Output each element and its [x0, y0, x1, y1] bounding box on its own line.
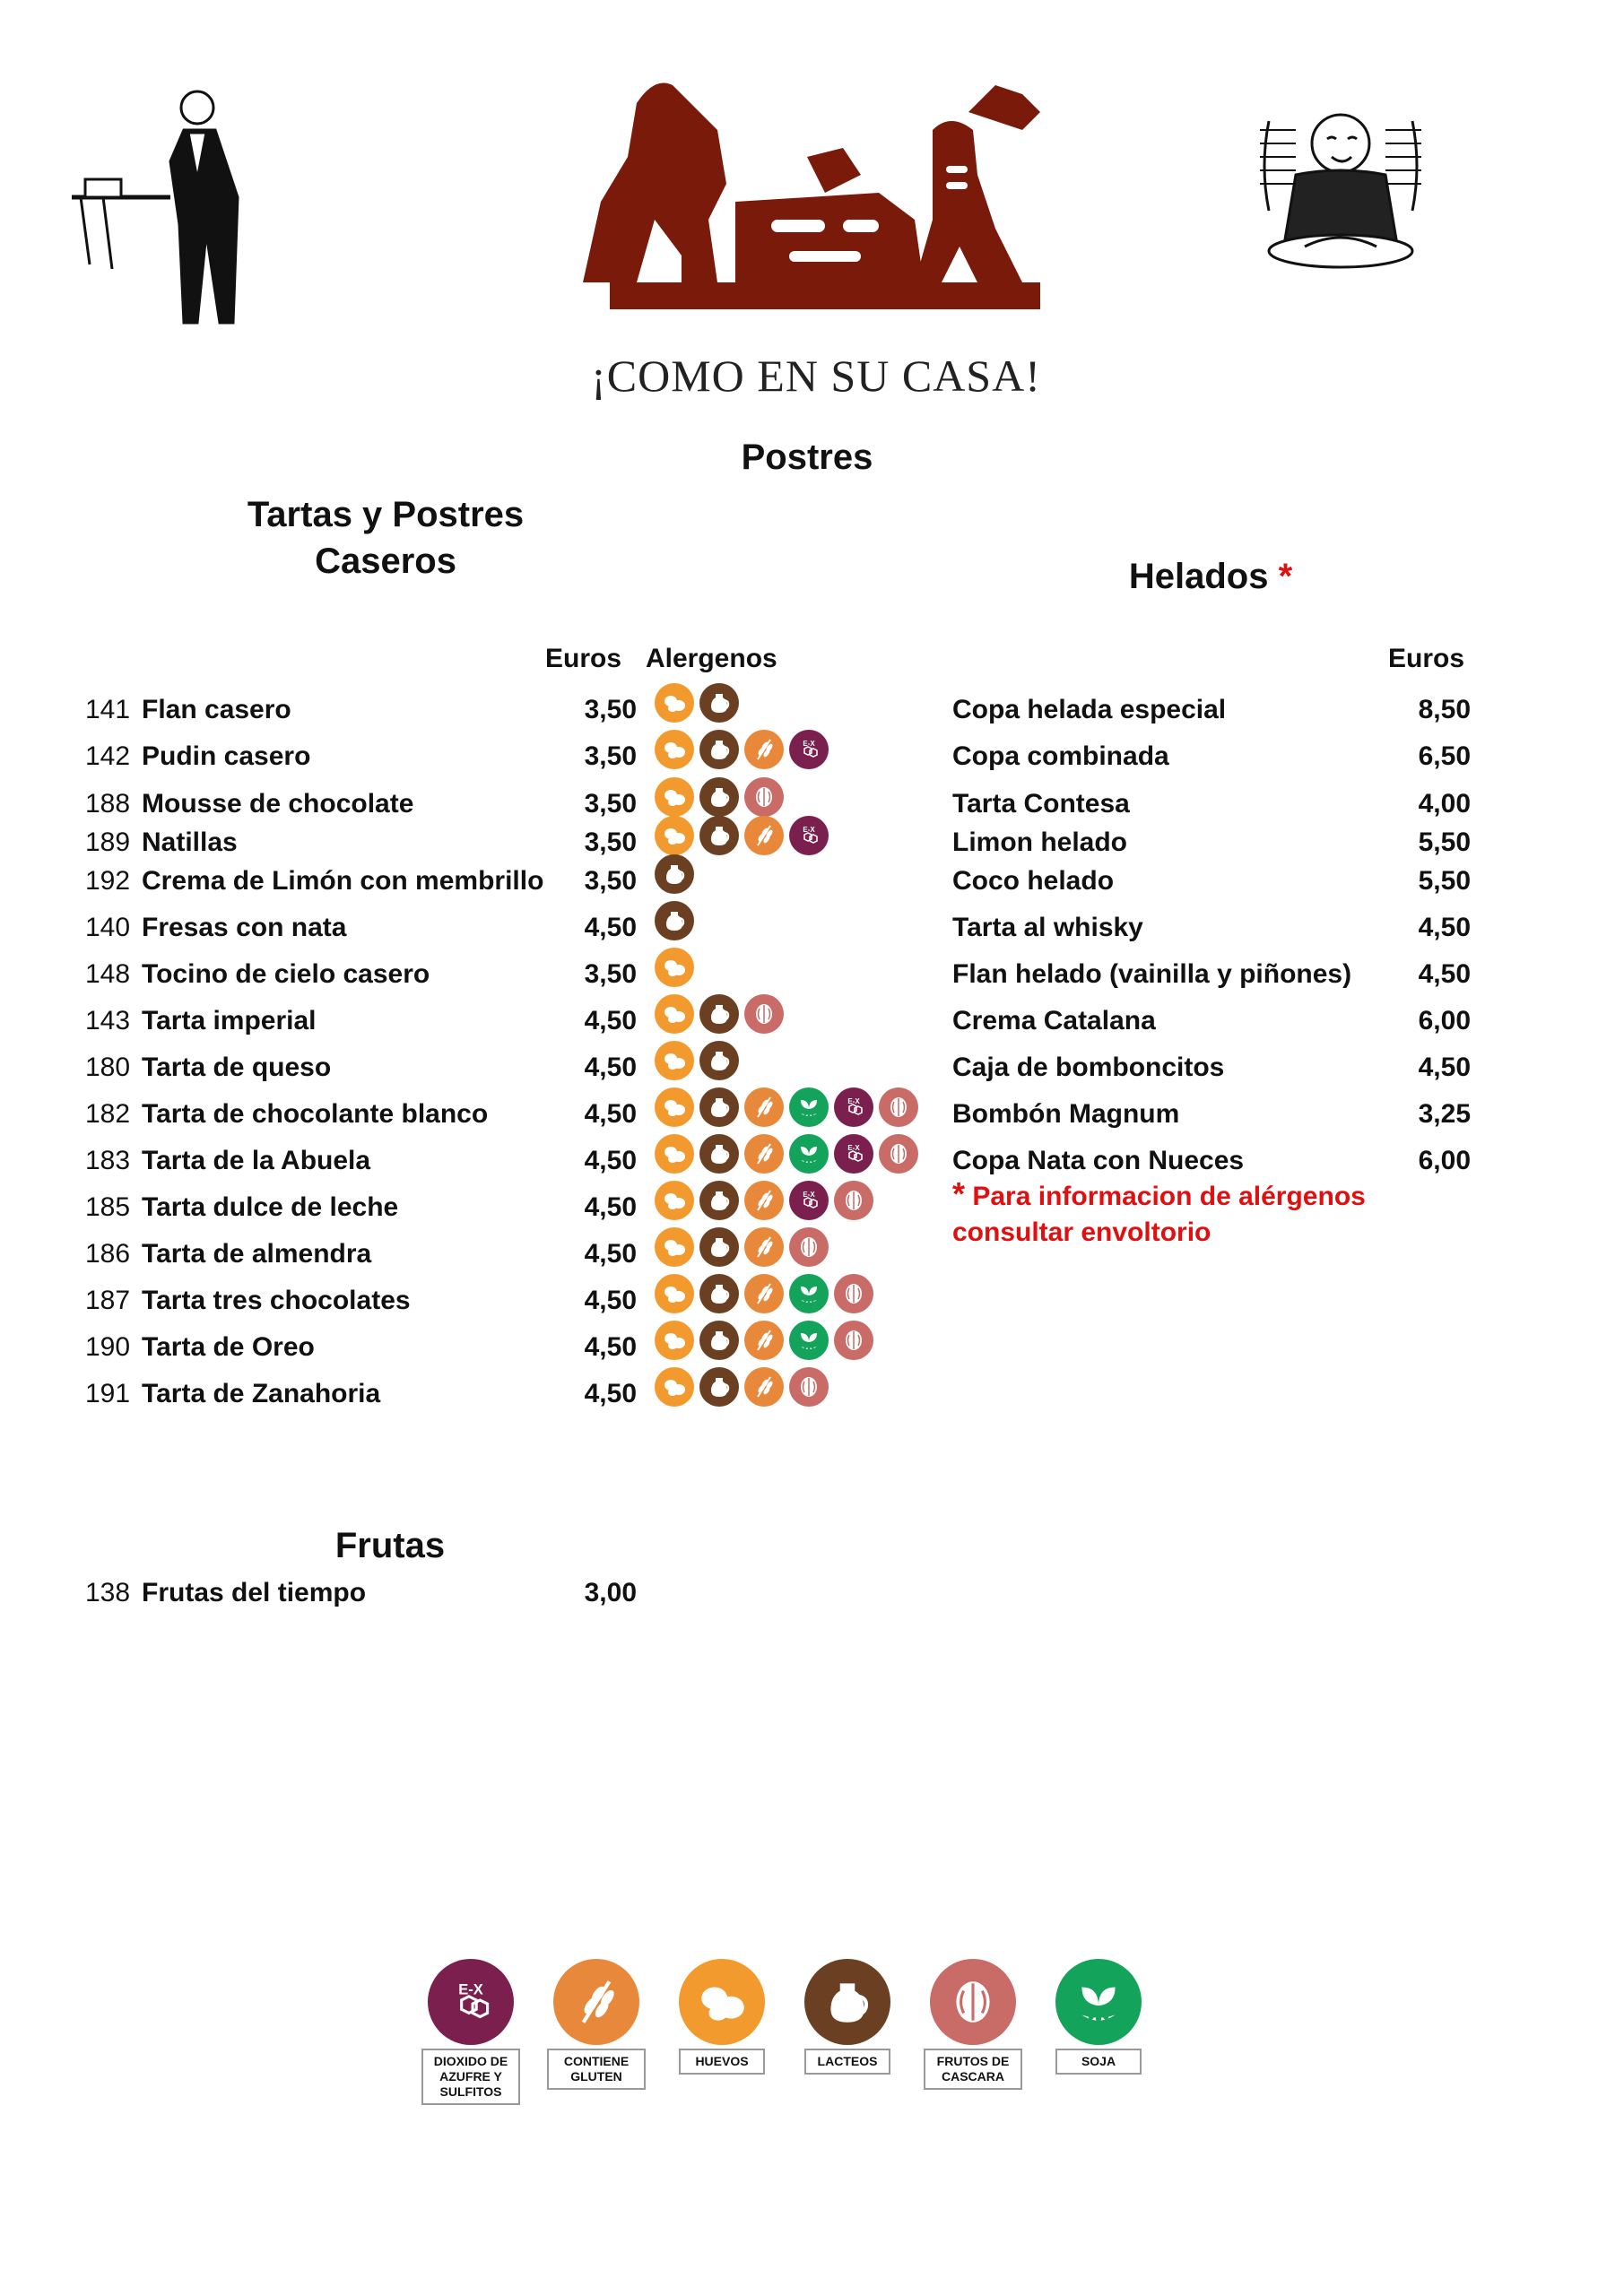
legend-item	[798, 1959, 897, 2105]
allergen-legend	[421, 1959, 1148, 2105]
legend-label: SOJA	[1055, 2049, 1142, 2075]
walnut-icon	[879, 1087, 918, 1127]
svg-text:E-X: E-X	[847, 1097, 860, 1105]
item-name: Copa Nata con Nueces	[952, 1146, 1245, 1175]
eggs-icon	[655, 777, 694, 817]
item-price: 4,50	[584, 1239, 637, 1269]
eggs-icon	[655, 683, 694, 723]
helados-title: Helados	[1128, 557, 1269, 596]
sulfitos-icon	[789, 1181, 829, 1220]
allergen-icons	[655, 1367, 829, 1407]
item-price: 3,50	[584, 959, 637, 989]
tartas-euros-header: Euros	[545, 644, 622, 673]
item-name: Pudin casero	[142, 741, 311, 771]
eggs-icon	[655, 1227, 694, 1267]
item-name: Tarta de Oreo	[142, 1332, 315, 1362]
allergen-icons	[655, 854, 694, 894]
item-price: 3,25	[1418, 1099, 1471, 1129]
sulfitos-icon	[834, 1087, 873, 1127]
item-number: 185	[85, 1192, 131, 1222]
item-name: Copa helada especial	[952, 695, 1227, 724]
wheat-icon	[744, 1274, 784, 1313]
item-number: 143	[85, 1006, 131, 1035]
allergen-icons	[655, 777, 784, 817]
soy-leaf-icon	[789, 1134, 829, 1174]
eggs-icon	[655, 1181, 694, 1220]
tartas-title-line1: Tartas y Postres	[247, 495, 525, 534]
allergen-icons	[655, 1087, 918, 1127]
milk-jug-icon	[655, 854, 694, 894]
item-name: Limon helado	[952, 827, 1127, 857]
item-price: 4,50	[584, 1006, 637, 1035]
soy-leaf-icon	[789, 1087, 829, 1127]
milk-jug-icon	[699, 1041, 739, 1080]
restaurant-logo	[574, 76, 1076, 336]
tartas-section-title	[206, 491, 565, 585]
item-number: 142	[85, 741, 131, 771]
milk-jug-icon	[699, 777, 739, 817]
wheat-icon	[744, 1227, 784, 1267]
svg-text:E-X: E-X	[803, 1191, 815, 1199]
allergen-icons	[655, 730, 829, 769]
milk-jug-icon	[699, 1367, 739, 1407]
item-price: 4,00	[1418, 789, 1471, 819]
item-name: Copa combinada	[952, 741, 1169, 771]
page-title: Postres	[741, 438, 873, 477]
wheat-icon	[553, 1959, 639, 2045]
wheat-icon	[744, 1134, 784, 1174]
soy-leaf-icon	[789, 1321, 829, 1360]
milk-jug-icon	[699, 1134, 739, 1174]
item-number: 191	[85, 1379, 131, 1408]
item-name: Tarta al whisky	[952, 913, 1143, 942]
item-number: 148	[85, 959, 131, 989]
allergen-note	[952, 1176, 1366, 1251]
walnut-icon	[879, 1134, 918, 1174]
item-name: Flan helado (vainilla y piñones)	[952, 959, 1352, 989]
item-name: Tarta imperial	[142, 1006, 317, 1035]
wheat-icon	[744, 1087, 784, 1127]
frutas-section-title: Frutas	[334, 1526, 446, 1565]
item-price: 4,50	[1418, 1053, 1471, 1082]
item-price: 3,50	[584, 741, 637, 771]
item-name: Crema Catalana	[952, 1006, 1156, 1035]
allergen-icons	[655, 1321, 873, 1360]
item-name: Fresas con nata	[142, 913, 347, 942]
item-price: 3,50	[584, 695, 637, 724]
note-asterisk: *	[952, 1175, 966, 1212]
item-price: 4,50	[584, 1192, 637, 1222]
item-name: Tarta Contesa	[952, 789, 1130, 819]
note-line1-text: Para informacion de alérgenos	[972, 1182, 1366, 1211]
item-number: 180	[85, 1053, 131, 1082]
item-number: 183	[85, 1146, 131, 1175]
item-name: Tarta de almendra	[142, 1239, 372, 1269]
allergen-note-line1	[952, 1176, 1366, 1215]
item-price: 6,50	[1418, 741, 1471, 771]
allergen-icons	[655, 816, 829, 855]
svg-text:E-X: E-X	[803, 740, 815, 748]
allergen-icons	[655, 994, 784, 1034]
item-number: 188	[85, 789, 131, 819]
item-number: 138	[85, 1578, 131, 1607]
legend-label: DIOXIDO DE AZUFRE Y SULFITOS	[421, 2049, 520, 2105]
svg-text:E-X: E-X	[847, 1144, 860, 1152]
item-name: Bombón Magnum	[952, 1099, 1180, 1129]
item-number: 192	[85, 866, 131, 896]
soy-leaf-icon	[789, 1274, 829, 1313]
legend-label: LACTEOS	[804, 2049, 890, 2075]
sulfitos-icon	[789, 730, 829, 769]
walnut-icon	[789, 1367, 829, 1407]
legend-label: HUEVOS	[679, 2049, 765, 2075]
milk-jug-icon	[804, 1959, 890, 2045]
soy-leaf-icon	[1055, 1959, 1142, 2045]
item-name: Tarta de Zanahoria	[142, 1379, 381, 1408]
wheat-icon	[744, 816, 784, 855]
item-number: 182	[85, 1099, 131, 1129]
milk-jug-icon	[699, 816, 739, 855]
item-number: 186	[85, 1239, 131, 1269]
walnut-icon	[834, 1181, 873, 1220]
sulfitos-icon	[834, 1134, 873, 1174]
eggs-icon	[655, 816, 694, 855]
sulfitos-icon	[789, 816, 829, 855]
eggs-icon	[655, 1367, 694, 1407]
item-price: 4,50	[584, 1379, 637, 1408]
sulfitos-icon	[428, 1959, 514, 2045]
svg-text:E-X: E-X	[803, 826, 815, 834]
item-number: 189	[85, 827, 131, 857]
item-price: 8,50	[1418, 695, 1471, 724]
item-name: Flan casero	[142, 695, 291, 724]
item-number: 187	[85, 1286, 131, 1315]
milk-jug-icon	[699, 1227, 739, 1267]
tartas-title-line2: Caseros	[315, 542, 456, 581]
milk-jug-icon	[699, 1321, 739, 1360]
item-name: Tarta de chocolante blanco	[142, 1099, 489, 1129]
allergen-icons	[655, 901, 694, 940]
eggs-icon	[655, 1041, 694, 1080]
slogan: ¡COMO EN SU CASA!	[591, 351, 1041, 401]
item-name: Mousse de chocolate	[142, 789, 414, 819]
item-price: 3,00	[584, 1578, 637, 1607]
item-name: Tocino de cielo casero	[142, 959, 430, 989]
item-name: Tarta dulce de leche	[142, 1192, 399, 1222]
allergen-icons	[655, 1181, 873, 1220]
item-name: Tarta de queso	[142, 1053, 332, 1082]
milk-jug-icon	[699, 683, 739, 723]
item-name: Frutas del tiempo	[142, 1578, 367, 1607]
eggs-icon	[655, 730, 694, 769]
item-price: 4,50	[1418, 913, 1471, 942]
item-name: Coco helado	[952, 866, 1115, 896]
item-price: 3,50	[584, 866, 637, 896]
wheat-icon	[744, 1367, 784, 1407]
waiter-illustration	[63, 81, 287, 341]
item-price: 4,50	[584, 1099, 637, 1129]
item-number: 141	[85, 695, 131, 724]
item-number: 190	[85, 1332, 131, 1362]
eggs-icon	[655, 1274, 694, 1313]
walnut-icon	[834, 1274, 873, 1313]
item-name: Caja de bomboncitos	[952, 1053, 1225, 1082]
item-price: 3,50	[584, 827, 637, 857]
item-price: 5,50	[1418, 866, 1471, 896]
eggs-icon	[655, 1321, 694, 1360]
item-name: Tarta de la Abuela	[142, 1146, 371, 1175]
eggs-icon	[655, 1087, 694, 1127]
item-price: 4,50	[584, 1053, 637, 1082]
item-price: 3,50	[584, 789, 637, 819]
item-price: 6,00	[1418, 1146, 1471, 1175]
tartas-alergenos-header: Alergenos	[646, 644, 777, 673]
milk-jug-icon	[699, 1274, 739, 1313]
helados-section-title	[1031, 553, 1390, 600]
chef-illustration	[1242, 103, 1439, 282]
item-price: 6,00	[1418, 1006, 1471, 1035]
legend-item	[673, 1959, 771, 2105]
item-name: Tarta tres chocolates	[142, 1286, 411, 1315]
walnut-icon	[744, 994, 784, 1034]
walnut-icon	[789, 1227, 829, 1267]
legend-item	[547, 1959, 646, 2105]
helados-asterisk: *	[1278, 557, 1293, 596]
legend-item	[1049, 1959, 1148, 2105]
allergen-icons	[655, 1227, 829, 1267]
legend-label: FRUTOS DE CASCARA	[924, 2049, 1022, 2090]
milk-jug-icon	[655, 901, 694, 940]
legend-item	[924, 1959, 1022, 2105]
allergen-icons	[655, 1274, 873, 1313]
walnut-icon	[834, 1321, 873, 1360]
item-name: Crema de Limón con membrillo	[142, 866, 544, 896]
milk-jug-icon	[699, 994, 739, 1034]
allergen-note-line2: consultar envoltorio	[952, 1217, 1211, 1247]
allergen-icons	[655, 948, 694, 987]
allergen-icons	[655, 1041, 739, 1080]
helados-euros-header: Euros	[1388, 644, 1465, 673]
item-price: 4,50	[584, 1332, 637, 1362]
eggs-icon	[655, 994, 694, 1034]
item-price: 4,50	[584, 1286, 637, 1315]
allergen-icons	[655, 683, 739, 723]
item-price: 5,50	[1418, 827, 1471, 857]
eggs-icon	[679, 1959, 765, 2045]
svg-text:E-X: E-X	[458, 1980, 483, 1998]
wheat-icon	[744, 1181, 784, 1220]
item-price: 4,50	[584, 913, 637, 942]
allergen-icons	[655, 1134, 918, 1174]
milk-jug-icon	[699, 1087, 739, 1127]
item-number: 140	[85, 913, 131, 942]
wheat-icon	[744, 1321, 784, 1360]
legend-label: CONTIENE GLUTEN	[547, 2049, 646, 2090]
milk-jug-icon	[699, 730, 739, 769]
item-name: Natillas	[142, 827, 238, 857]
walnut-icon	[744, 777, 784, 817]
eggs-icon	[655, 948, 694, 987]
wheat-icon	[744, 730, 784, 769]
milk-jug-icon	[699, 1181, 739, 1220]
legend-item	[421, 1959, 520, 2105]
item-price: 4,50	[1418, 959, 1471, 989]
eggs-icon	[655, 1134, 694, 1174]
item-price: 4,50	[584, 1146, 637, 1175]
walnut-icon	[930, 1959, 1016, 2045]
